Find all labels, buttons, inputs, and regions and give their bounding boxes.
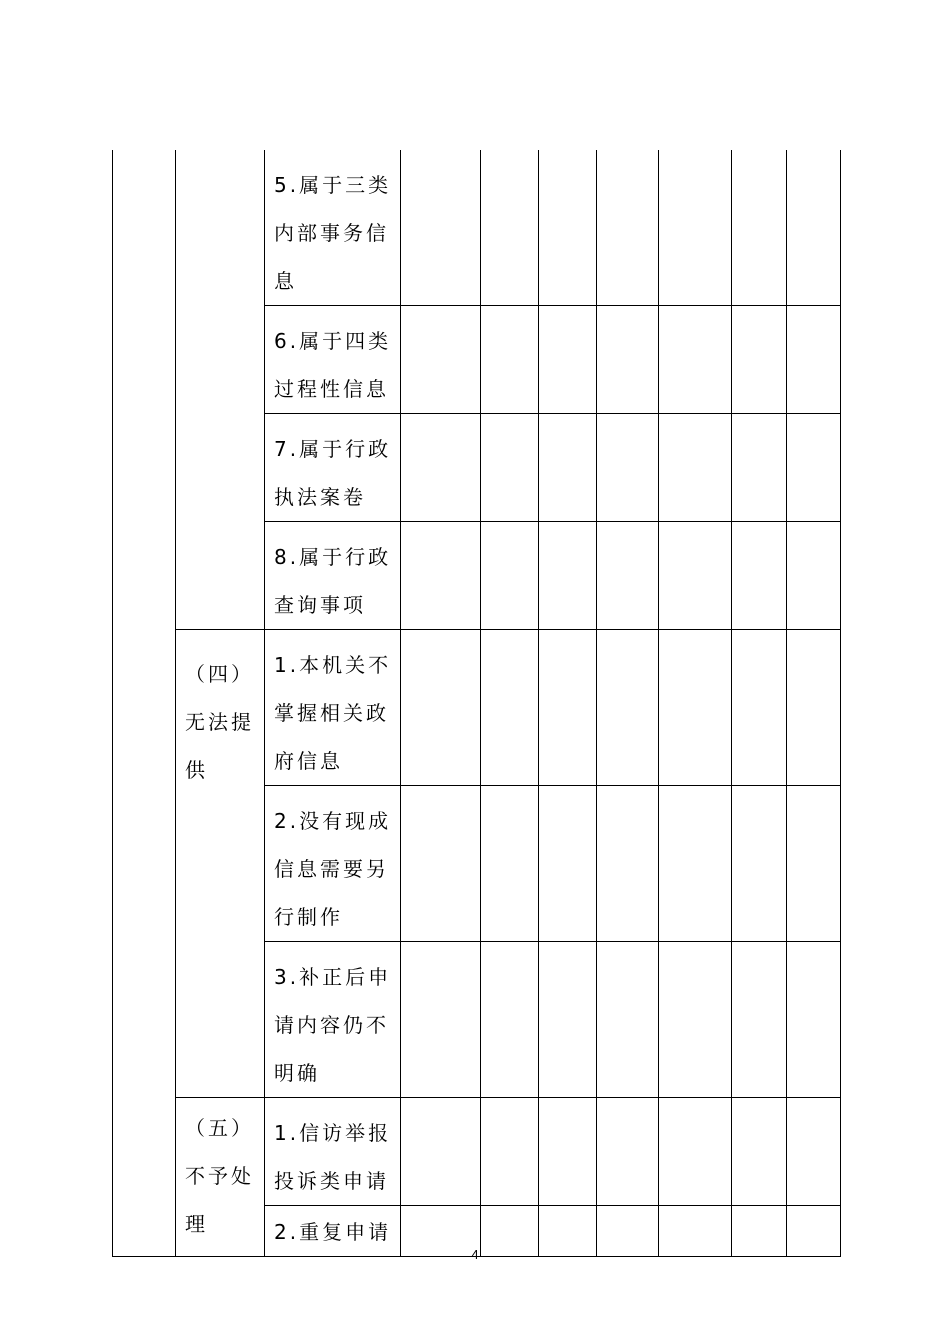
value-cell — [732, 414, 787, 522]
value-cell — [732, 306, 787, 414]
value-cell — [401, 150, 481, 306]
value-cell — [539, 1098, 597, 1206]
value-cell — [401, 786, 481, 942]
category-number: （四） — [185, 662, 254, 686]
value-cell — [401, 630, 481, 786]
outer-category-cell — [113, 150, 176, 1257]
item-cell — [265, 942, 401, 1098]
value-cell — [401, 414, 481, 522]
value-cell — [481, 414, 539, 522]
value-cell — [732, 786, 787, 942]
item-cell — [265, 786, 401, 942]
value-cell — [597, 522, 659, 630]
value-cell — [481, 786, 539, 942]
value-cell — [597, 786, 659, 942]
item-label: 8.属于行政查询事项 — [274, 545, 392, 617]
item-label: 2.重复申请 — [274, 1220, 392, 1244]
category-label: 不予处理 — [185, 1164, 254, 1236]
value-cell — [481, 306, 539, 414]
category-number: （五） — [185, 1116, 254, 1140]
value-cell — [597, 306, 659, 414]
item-cell — [265, 306, 401, 414]
item-label: 3.补正后申请内容仍不明确 — [274, 965, 392, 1085]
category-cell — [176, 1098, 265, 1257]
value-cell — [539, 630, 597, 786]
value-cell — [732, 150, 787, 306]
value-cell — [597, 414, 659, 522]
value-cell — [481, 942, 539, 1098]
value-cell — [539, 414, 597, 522]
table-row — [113, 1098, 841, 1206]
value-cell — [481, 522, 539, 630]
item-cell — [265, 1098, 401, 1206]
value-cell — [401, 522, 481, 630]
item-cell — [265, 414, 401, 522]
value-cell — [401, 942, 481, 1098]
value-cell — [787, 630, 841, 786]
value-cell — [787, 306, 841, 414]
value-cell — [659, 150, 732, 306]
item-label: 2.没有现成信息需要另行制作 — [274, 809, 392, 929]
table-row — [113, 630, 841, 786]
value-cell — [659, 522, 732, 630]
value-cell — [787, 414, 841, 522]
item-cell — [265, 630, 401, 786]
value-cell — [481, 630, 539, 786]
value-cell — [787, 942, 841, 1098]
value-cell — [787, 786, 841, 942]
value-cell — [659, 1098, 732, 1206]
value-cell — [481, 150, 539, 306]
value-cell — [732, 630, 787, 786]
value-cell — [401, 1098, 481, 1206]
value-cell — [659, 630, 732, 786]
table-row — [113, 150, 841, 306]
statistics-table — [112, 150, 841, 1257]
value-cell — [659, 942, 732, 1098]
item-label: 7.属于行政执法案卷 — [274, 437, 392, 509]
value-cell — [787, 1098, 841, 1206]
value-cell — [539, 522, 597, 630]
value-cell — [597, 1098, 659, 1206]
value-cell — [597, 630, 659, 786]
value-cell — [732, 942, 787, 1098]
item-label: 6.属于四类过程性信息 — [274, 329, 392, 401]
value-cell — [659, 786, 732, 942]
value-cell — [659, 306, 732, 414]
value-cell — [787, 150, 841, 306]
item-label: 5.属于三类内部事务信息 — [274, 173, 392, 293]
value-cell — [732, 522, 787, 630]
value-cell — [401, 306, 481, 414]
value-cell — [597, 942, 659, 1098]
category-cell-continued — [176, 150, 265, 630]
category-label: 无法提供 — [185, 710, 254, 782]
item-cell — [265, 150, 401, 306]
value-cell — [787, 522, 841, 630]
item-label: 1.信访举报投诉类申请 — [274, 1121, 392, 1193]
value-cell — [539, 306, 597, 414]
item-label: 1.本机关不掌握相关政府信息 — [274, 653, 392, 773]
value-cell — [659, 414, 732, 522]
value-cell — [481, 1098, 539, 1206]
value-cell — [539, 786, 597, 942]
value-cell — [539, 942, 597, 1098]
value-cell — [597, 150, 659, 306]
value-cell — [732, 1098, 787, 1206]
page-number: 4 — [471, 1247, 479, 1262]
item-cell — [265, 522, 401, 630]
category-cell — [176, 630, 265, 1098]
value-cell — [539, 150, 597, 306]
